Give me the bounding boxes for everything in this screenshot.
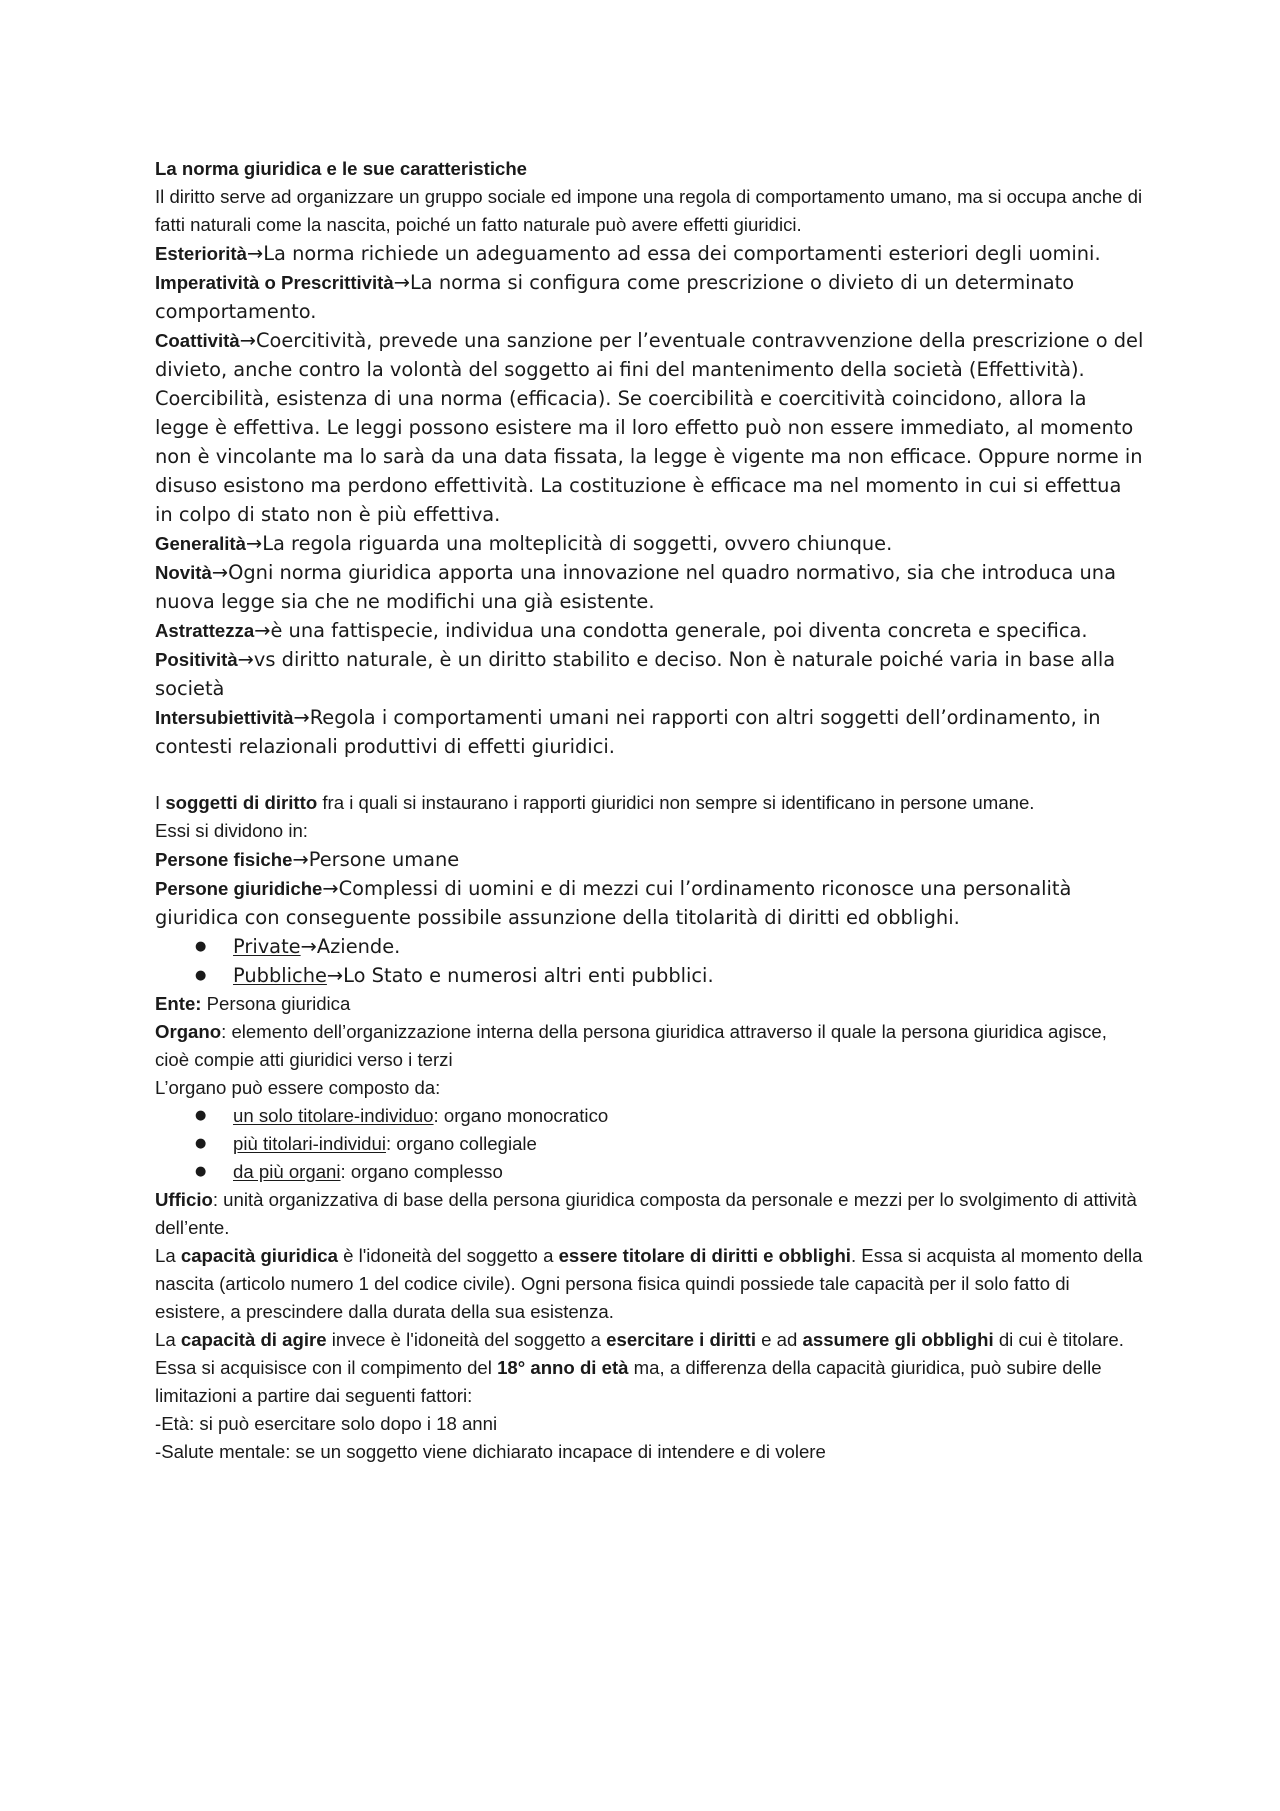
list-item-monocratico: ● un solo titolare-individuo: organo monocratico <box>155 1102 1145 1130</box>
ufficio-definition: Ufficio: unità organizzativa di base della persona giuridica composta da personale e mezzi per lo svolgimento di attività dell’ente. <box>155 1189 1137 1238</box>
characteristic-novita: Novità→Ogni norma giuridica apporta una innovazione nel quadro normativo, sia che introduca una nuova legge sia che ne modifichi una già esistente. <box>155 561 1116 613</box>
characteristic-generalita: Generalità→La regola riguarda una molteplicità di soggetti, ovvero chiunque. <box>155 532 893 555</box>
paragraph-spacer <box>155 761 1145 789</box>
characteristic-astrattezza: Astrattezza→è una fattispecie, individua una condotta generale, poi diventa concreta e specifica. <box>155 619 1088 642</box>
fattore-salute-mentale: -Salute mentale: se un soggetto viene dichiarato incapace di intendere e di volere <box>155 1441 826 1462</box>
characteristic-imperativita: Imperatività o Prescrittività→La norma si configura come prescrizione o divieto di un determinato comportamento. <box>155 271 1075 323</box>
document-page <box>155 155 1145 1466</box>
persone-fisiche: Persone fisiche→Persone umane <box>155 848 460 871</box>
organo-composition: L’organo può essere composto da: <box>155 1077 441 1098</box>
organo-list <box>155 1102 1145 1186</box>
characteristic-esteriorita: Esteriorità→La norma richiede un adeguamento ad essa dei comportamenti esteriori degli uomini. <box>155 242 1101 265</box>
fattore-eta: -Età: si può esercitare solo dopo i 18 anni <box>155 1413 498 1434</box>
document-title: La norma giuridica e le sue caratteristiche <box>155 158 528 179</box>
list-item-private: ● Private→Aziende. <box>155 932 1145 961</box>
soggetti-divide: Essi si dividono in: <box>155 820 308 841</box>
soggetti-paragraph: I soggetti di diritto fra i quali si instaurano i rapporti giuridici non sempre si identificano in persone umane. <box>155 792 1035 813</box>
ente-definition: Ente: Persona giuridica <box>155 993 351 1014</box>
list-item-collegiale: ● più titolari-individui: organo collegiale <box>155 1130 1145 1158</box>
list-item-complesso: ● da più organi: organo complesso <box>155 1158 1145 1186</box>
persone-giuridiche: Persone giuridiche→Complessi di uomini e di mezzi cui l’ordinamento riconosce una personalità giuridica con conseguente possibile assunzione della titolarità di diritti ed obblighi. <box>155 877 1072 929</box>
characteristic-coattivita: Coattività→Coercitività, prevede una sanzione per l’eventuale contravvenzione della prescrizione o del divieto, anche contro la volontà del soggetto ai fini del mantenimento della società (Effettività). Coercibilità, esistenza di una norma (efficacia). Se coercibilità e coercitività coincidono, allora la legge è effettiva. Le leggi possono esistere ma il loro effetto può non essere immediato, al momento non è vincolante ma lo sarà da una data fissata, la legge è vigente ma non efficace. Oppure norme in disuso esistono ma perdono effettività. La costituzione è efficace ma nel momento in cui si effettua in colpo di stato non è più effettiva. <box>155 329 1144 526</box>
capacita-agire-paragraph: La capacità di agire invece è l'idoneità del soggetto a esercitare i diritti e ad assumere gli obblighi di cui è titolare. Essa si acquisisce con il compimento del 18° anno di età ma, a differenza della capacità giuridica, può subire delle limitazioni a partire dai seguenti fattori: <box>155 1329 1124 1406</box>
list-item-pubbliche: ● Pubbliche→Lo Stato e numerosi altri enti pubblici. <box>155 961 1145 990</box>
intro-paragraph: Il diritto serve ad organizzare un gruppo sociale ed impone una regola di comportamento umano, ma si occupa anche di fatti naturali come la nascita, poiché un fatto naturale può avere effetti giuridici. <box>155 186 1143 235</box>
characteristic-positivita: Positività→vs diritto naturale, è un diritto stabilito e deciso. Non è naturale poiché varia in base alla società <box>155 648 1116 700</box>
persone-giuridiche-list <box>155 932 1145 990</box>
capacita-giuridica-paragraph: La capacità giuridica è l'idoneità del soggetto a essere titolare di diritti e obblighi. Essa si acquista al momento della nascita (articolo numero 1 del codice civile). Ogni persona fisica quindi possiede tale capacità per il solo fatto di esistere, a prescindere dalla durata della sua esistenza. <box>155 1245 1143 1322</box>
organo-definition: Organo: elemento dell’organizzazione interna della persona giuridica attraverso il quale la persona giuridica agisce, cioè compie atti giuridici verso i terzi <box>155 1021 1107 1070</box>
characteristic-intersubiettivita: Intersubiettività→Regola i comportamenti umani nei rapporti con altri soggetti dell’ordinamento, in contesti relazionali produttivi di effetti giuridici. <box>155 706 1101 758</box>
